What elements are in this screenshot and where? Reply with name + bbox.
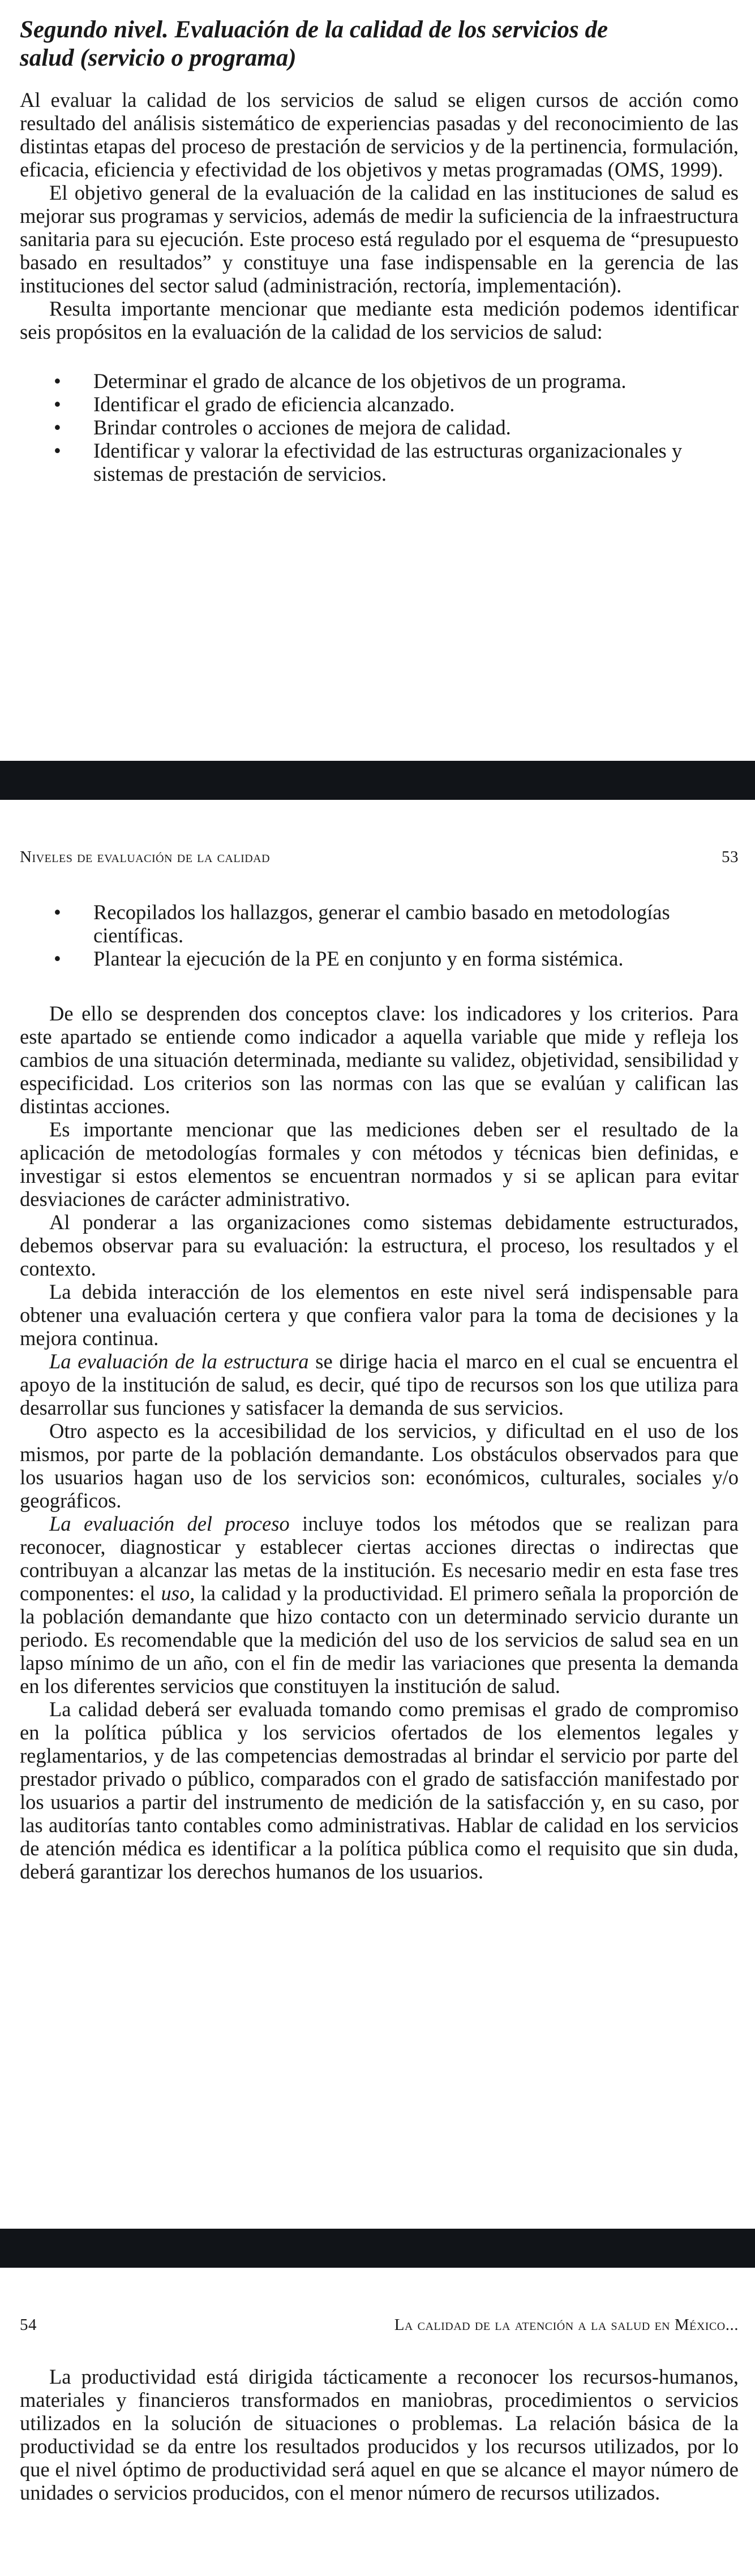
list-item: • Identificar el grado de eficiencia alcanzado. — [54, 393, 455, 416]
list-item: • Brindar controles o acciones de mejora de calidad. — [54, 416, 511, 439]
running-head-title: La calidad de la atención a la salud en México... — [394, 2316, 739, 2334]
emphasis: La evaluación del proceso — [49, 1512, 290, 1535]
paragraph: Resulta importante mencionar que mediante esta medición podemos identificar seis propósitos en la evaluación de la calidad de los servicios de salud: — [20, 297, 739, 343]
emphasis: uso — [161, 1582, 190, 1605]
bullet-icon: • — [54, 416, 61, 439]
section-title: Segundo nivel. Evaluación de la calidad de los servicios de salud (servicio o programa) — [20, 16, 608, 71]
page-1 — [0, 0, 755, 761]
list-item: • Plantear la ejecución de la PE en conjunto y en forma sistémica. — [54, 947, 624, 970]
running-head — [20, 2316, 739, 2341]
page-3-content — [20, 2365, 739, 2504]
paragraph: El objetivo general de la evaluación de la calidad en las instituciones de salud es mejorar sus programas y servicios, además de medir la suficiencia de la infraestructura sanitaria para su ejecución. Este proceso está regulado por el esquema de “presupuesto basado en resultados” y constituye una fase indispensable en la gerencia de las instituciones del sector salud (administración, rectoría, implementación). — [20, 181, 739, 297]
running-head-title: Niveles de evaluación de la calidad — [20, 848, 271, 866]
bullet-icon: • — [54, 369, 61, 393]
page-3 — [0, 2268, 755, 2576]
paragraph: Otro aspecto es la accesibilidad de los servicios, y dificultad en el uso de los mismos, por parte de la población demandante. Los obstáculos observados para que los usuarios hagan uso de los servicios son: económicos, culturales, sociales y/o geográficos. — [20, 1419, 739, 1512]
purpose-list — [20, 369, 739, 485]
paragraph: La calidad deberá ser evaluada tomando como premisas el grado de compromiso en la política pública y los servicios ofertados de los elementos legales y reglamentarios, y de las competencias demostradas al brindar el servicio por parte del prestador privado o público, comparados con el grado de satisfacción manifestado por los usuarios a partir del instrumento de medición de la satisfacción y, en su caso, por las auditorías tanto contables como administrativas. Hablar de calidad en los servicios de atención médica es identificar a la política pública como el requisito que sin duda, deberá garantizar los derechos humanos de los usuarios. — [20, 1698, 739, 1883]
paragraph: La evaluación de la estructura se dirige hacia el marco en el cual se encuentra el apoyo de la institución de salud, es decir, qué tipo de recursos son los que utiliza para desarrollar sus funciones y satisfacer la demanda de sus servicios. — [20, 1350, 739, 1419]
list-item: • Identificar y valorar la efectividad de las estructuras organizacionales y sistemas de prestación de servicios. — [54, 439, 683, 485]
page-2 — [0, 800, 755, 2229]
paragraph: La evaluación del proceso incluye todos los métodos que se realizan para reconocer, diagnosticar y establecer ciertas acciones directas o indirectas que contribuyan a alcanzar las metas de la institución. Es necesario medir en esta fase tres componentes: el uso, la calidad y la productividad. El primero señala la proporción de la población demandante que hizo contacto con un determinado servicio durante un periodo. Es recomendable que la medición del uso de los servicios de salud sea en un lapso mínimo de un año, con el fin de medir las variaciones que presenta la demanda en los diferentes servicios que constituyen la institución de salud. — [20, 1512, 739, 1698]
bullet-icon: • — [54, 947, 61, 970]
page-separator — [0, 761, 755, 800]
page-number: 53 — [722, 848, 739, 866]
page-1-content — [20, 16, 739, 485]
paragraph: Al ponderar a las organizaciones como sistemas debidamente estructurados, debemos observar para su evaluación: la estructura, el proceso, los resultados y el contexto. — [20, 1211, 739, 1280]
steps-list — [20, 901, 739, 970]
list-item: • Determinar el grado de alcance de los objetivos de un programa. — [54, 369, 627, 393]
bullet-icon: • — [54, 901, 61, 924]
page-separator — [0, 2229, 755, 2268]
paragraph: La debida interacción de los elementos en este nivel será indispensable para obtener una evaluación certera y que confiera valor para la toma de decisiones y la mejora continua. — [20, 1280, 739, 1350]
paragraph: De ello se desprenden dos conceptos clave: los indicadores y los criterios. Para este apartado se entiende como indicador a aquella variable que mide y refleja los cambios de una situación determinada, mediante su validez, objetividad, sensibilidad y especificidad. Los criterios son las normas con las que se evalúan y califican las distintas acciones. — [20, 1002, 739, 1118]
paragraph: Al evaluar la calidad de los servicios de salud se eligen cursos de acción como resultado del análisis sistemático de experiencias pasadas y del reconocimiento de las distintas etapas del proceso de prestación de servicios y de la pertinencia, formulación, eficacia, eficiencia y efectividad de los objetivos y metas programadas (OMS, 1999). — [20, 88, 739, 181]
bullet-icon: • — [54, 393, 61, 416]
list-item: • Recopilados los hallazgos, generar el cambio basado en metodologías científicas. — [54, 901, 670, 947]
emphasis: La evaluación de la estructura — [49, 1350, 309, 1373]
running-head — [20, 848, 739, 873]
paragraph: La productividad está dirigida tácticamente a reconocer los recursos-humanos, materiales y financieros transformados en maniobras, procedimientos o servicios utilizados en la solución de situaciones o problemas. La relación básica de la productividad se da entre los resultados producidos y los recursos utilizados, por lo que el nivel óptimo de productividad será aquel en que se alcance el mayor número de unidades o servicios producidos, con el menor número de recursos utilizados. — [20, 2365, 739, 2504]
page-2-content — [20, 901, 739, 1883]
bullet-icon: • — [54, 439, 61, 462]
paragraph: Es importante mencionar que las mediciones deben ser el resultado de la aplicación de metodologías formales y con métodos y técnicas bien definidas, e investigar si estos elementos se encuentran normados y si se aplican para evitar desviaciones de carácter administrativo. — [20, 1118, 739, 1211]
page-number: 54 — [20, 2316, 37, 2334]
